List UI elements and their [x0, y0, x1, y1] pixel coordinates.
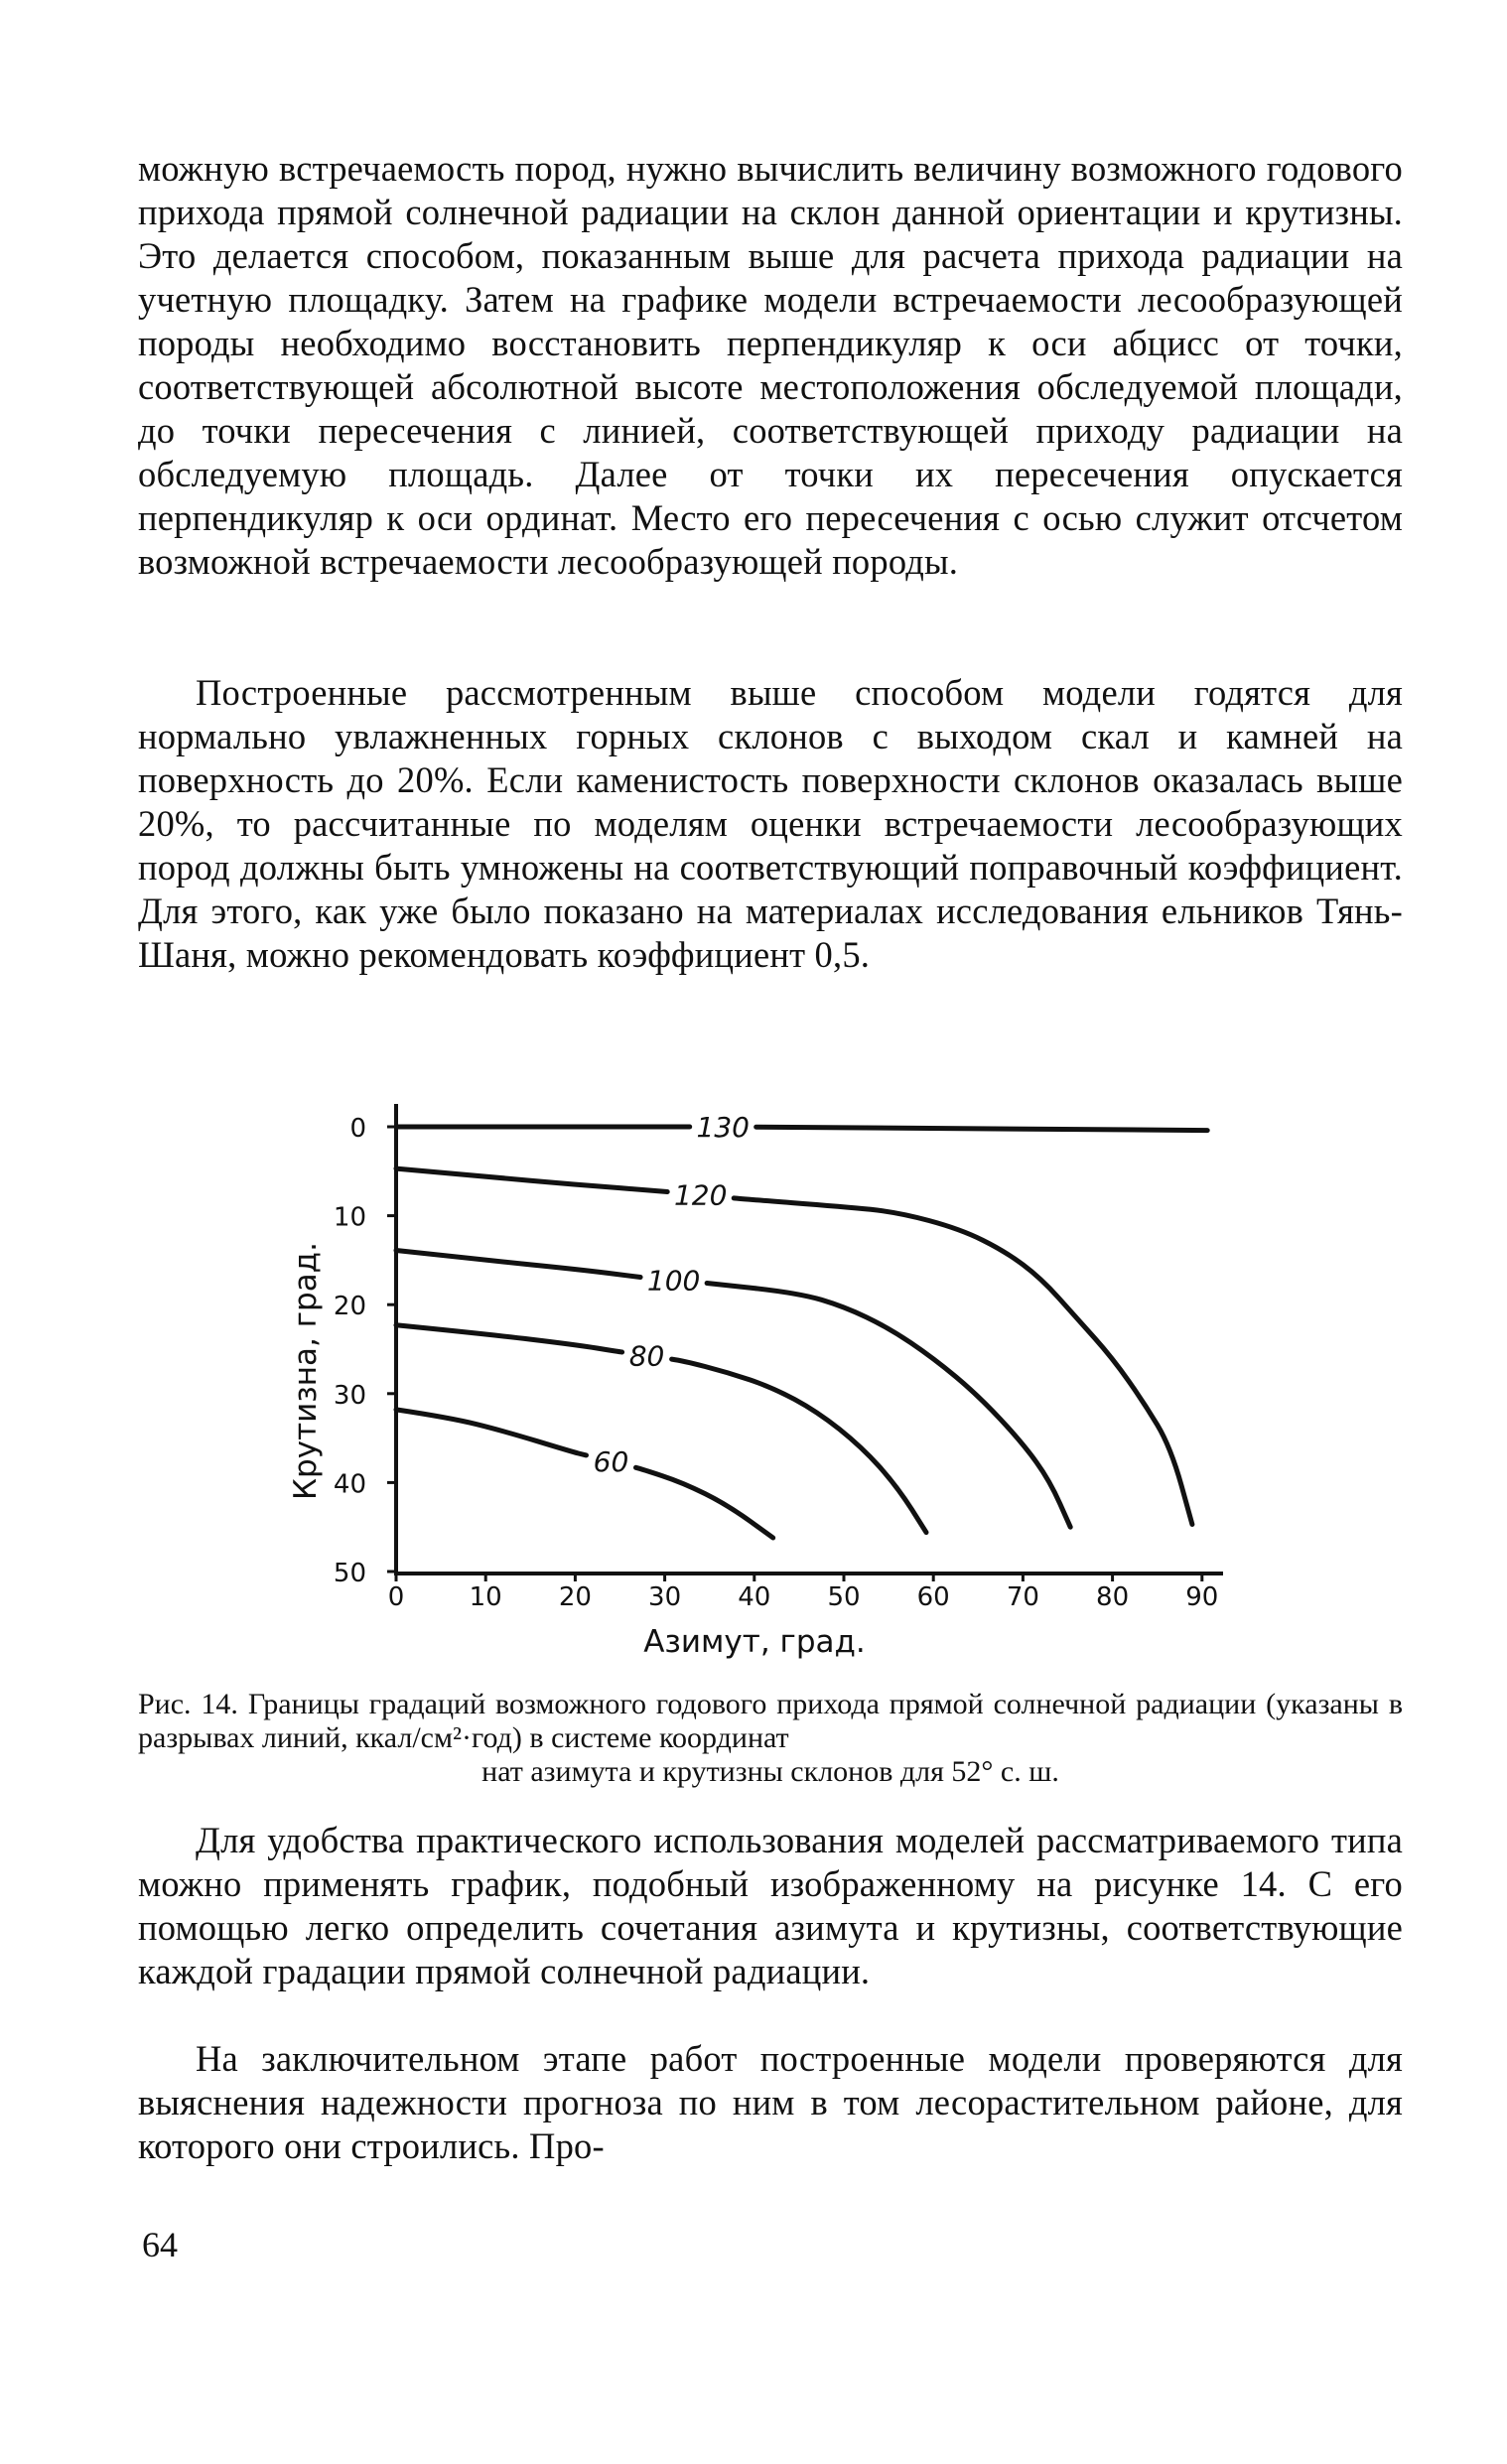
isoline-60 [396, 1410, 587, 1455]
caption-last-line: нат азимута и крутизны склонов для 52° с. ш. [481, 1755, 1059, 1788]
paragraph-text: можную встречаемость пород, нужно вычислить величину возможного годового прихода прямой солнечной радиации на склон данной ориентации и крутизны. Это делается способом, показанным выше для расчета прихода радиации на учетную площадку. Затем на графике модели встречаемости лесообразующей породы необходимо восстановить перпендикуляр к оси абцисс от точки, соответствующей абсолютной высоте местоположения обследуемой площади, до точки пересечения с линией, соответствующей приходу радиации на обследуемую площадь. Далее от точки их пересечения опускается перпендикуляр к оси ординат. Место его пересечения с осью служит отсчетом возможной встречаемости лесообразующей породы. [138, 148, 1403, 582]
x-tick-label: 80 [1096, 1582, 1130, 1612]
x-axis-label: Азимут, град. [643, 1624, 866, 1660]
x-tick-label: 60 [916, 1582, 950, 1612]
caption-text: Рис. 14. Границы градаций возможного годового прихода прямой солнечной радиации (указаны в разрывах линий, ккал/см²·год) в системе координат [138, 1688, 1403, 1754]
isoline-label-80: 80 [628, 1339, 665, 1373]
y-axis-label: Крутизна, град. [288, 1242, 324, 1500]
x-tick-label: 40 [738, 1582, 771, 1612]
isoline-120 [734, 1198, 1192, 1525]
y-tick-label: 10 [333, 1202, 366, 1233]
x-axis-ticks [388, 1572, 1219, 1612]
y-tick-label: 30 [333, 1380, 366, 1411]
y-tick-label: 50 [333, 1559, 366, 1588]
isoline-labels [594, 1111, 750, 1478]
x-tick-label: 20 [558, 1582, 592, 1612]
x-tick-label: 70 [1006, 1582, 1039, 1612]
isoline-label-60: 60 [593, 1445, 629, 1479]
isoline-120 [396, 1168, 667, 1191]
y-tick-label: 40 [333, 1469, 366, 1500]
isoline-label-130: 130 [696, 1111, 750, 1144]
paragraph-text: На заключительном этапе работ построенные модели проверяются для выяснения надежности прогноза по ним в том лесорастительном районе, для которого они строились. Про- [138, 2038, 1403, 2166]
paragraph-2 [138, 671, 1403, 977]
paragraph-1 [138, 147, 1403, 584]
x-tick-label: 0 [387, 1582, 405, 1612]
isoline-80 [672, 1359, 926, 1533]
isoline-label-100: 100 [646, 1264, 701, 1298]
x-tick-label: 30 [648, 1582, 682, 1612]
x-tick-label: 50 [827, 1582, 861, 1612]
x-tick-label: 90 [1185, 1582, 1219, 1612]
paragraph-3 [138, 1819, 1403, 1993]
isoline-100 [707, 1284, 1070, 1528]
figure-caption [138, 1688, 1403, 1789]
paragraph-4 [138, 2037, 1403, 2168]
x-tick-label: 10 [469, 1582, 502, 1612]
isoline-curves [396, 1127, 1207, 1538]
isoline-100 [396, 1251, 640, 1278]
isoline-130 [756, 1127, 1207, 1130]
isoline-label-120: 120 [673, 1178, 728, 1212]
isoline-60 [636, 1467, 773, 1538]
y-tick-label: 20 [333, 1292, 366, 1322]
y-axis-ticks [334, 1114, 396, 1588]
paragraph-text: Построенные рассмотренным выше способом модели годятся для нормально увлажненных горных склонов с выходом скал и камней на поверхность до 20%. Если каменистость поверхности склонов оказалась выше 20%, то рассчитанные по моделям оценки встречаемости лесообразующих пород должны быть умножены на соответствующий поправочный коэффициент. Для этого, как уже было показано на материалах исследования ельников Тянь-Шаня, можно рекомендовать коэффициент 0,5. [138, 672, 1403, 975]
isoline-80 [396, 1325, 622, 1352]
page-number: 64 [142, 2225, 178, 2264]
y-tick-label: 0 [349, 1114, 366, 1144]
paragraph-text: Для удобства практического использования моделей рассматриваемого типа можно применять график, подобный изображенному на рисунке 14. С его помощью легко определить сочетания азимута и крутизны, соответствующие каждой градации прямой солнечной радиации. [138, 1820, 1403, 1991]
